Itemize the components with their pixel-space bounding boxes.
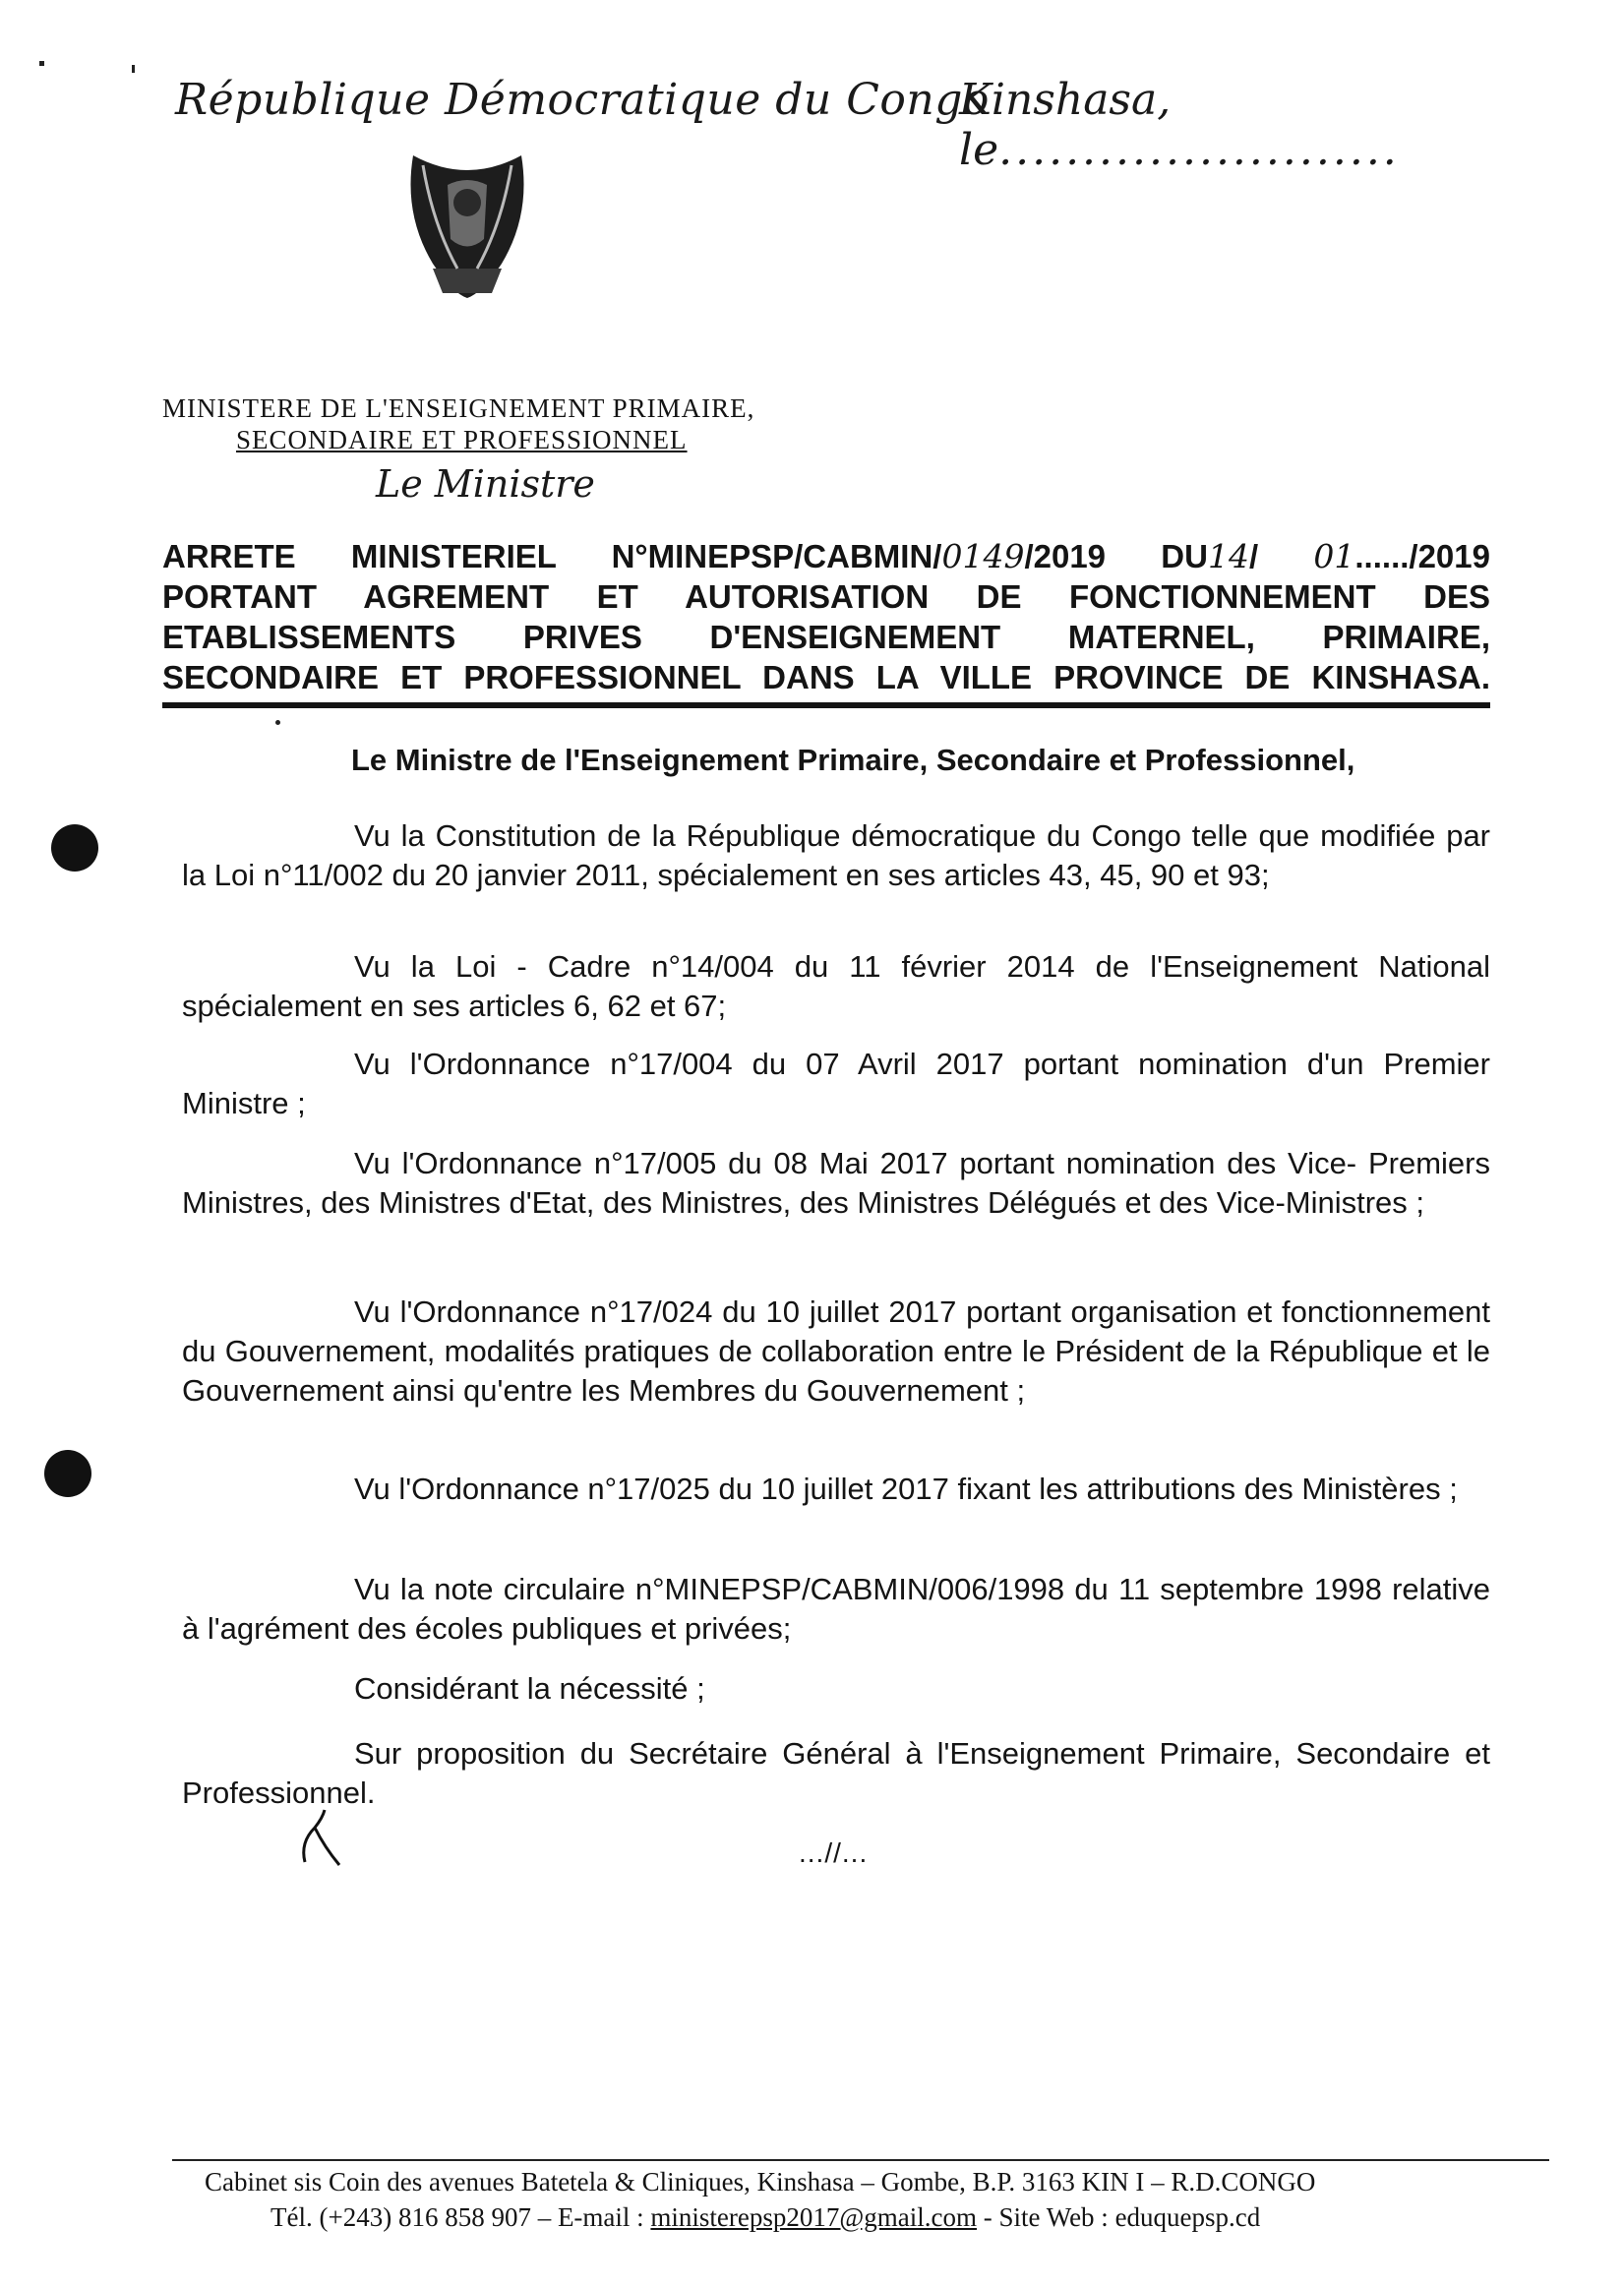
ministry-name-line1: MINISTERE DE L'ENSEIGNEMENT PRIMAIRE, xyxy=(162,393,755,423)
footer-address: Cabinet sis Coin des avenues Batetela & Cliniques, Kinshasa – Gombe, B.P. 3163 KIN I – R.D.CONGO xyxy=(205,2167,1316,2197)
scan-speck xyxy=(39,61,44,66)
paragraph-ordonnance-17-004: Vu l'Ordonnance n°17/004 du 07 Avril 2017 portant nomination d'un Premier Ministre ; xyxy=(182,1047,1490,1120)
footer-email-link[interactable]: ministerepsp2017@gmail.com xyxy=(650,2202,977,2232)
footer-contact xyxy=(271,2202,1260,2233)
paragraph-sur-proposition: Sur proposition du Secrétaire Général à l'Enseignement Primaire, Secondaire et Professionnel. xyxy=(182,1736,1490,1810)
intro-line: Le Ministre de l'Enseignement Primaire, Secondaire et Professionnel, xyxy=(351,743,1355,777)
arrete-title-line4: SECONDAIRE ET PROFESSIONNEL DANS LA VILLE PROVINCE DE KINSHASA. xyxy=(162,659,1490,695)
paragraph-constitution: Vu la Constitution de la République démocratique du Congo telle que modifiée par la Loi n°11/002 du 20 janvier 2011, spécialement en ses articles 43, 45, 90 et 93; xyxy=(182,818,1491,892)
arrete-reference-line: ARRETE MINISTERIEL N°MINEPSP/CABMIN/0149/2019 DU14/ 01....../2019 xyxy=(162,537,1490,575)
arrete-title-line3: ETABLISSEMENTS PRIVES D'ENSEIGNEMENT MATERNEL, PRIMAIRE, xyxy=(162,619,1490,655)
arrete-title-line2: PORTANT AGREMENT ET AUTORISATION DE FONCTIONNEMENT DES xyxy=(162,578,1490,615)
arrete-du-label: DU xyxy=(1161,538,1208,574)
arrete-month-handwritten: 01 xyxy=(1313,537,1355,575)
letterhead-country: République Démocratique du Congo xyxy=(175,75,990,125)
date-prefix: le xyxy=(959,125,999,175)
punch-hole xyxy=(44,1450,91,1497)
title-divider xyxy=(162,702,1490,708)
paragraph-considerant: Considérant la nécessité ; xyxy=(354,1671,705,1706)
coat-of-arms-emblem xyxy=(393,146,541,303)
arrete-number-handwritten: 0149 xyxy=(941,537,1025,575)
arrete-year: /2019 xyxy=(1024,538,1107,574)
paragraph-ordonnance-17-005: Vu l'Ordonnance n°17/005 du 08 Mai 2017 portant nomination des Vice- Premiers Ministres, des Ministres d'Etat, des Ministres, des Ministres Délégués et des Vice-Ministres ; xyxy=(182,1146,1490,1220)
punch-hole xyxy=(51,824,98,872)
paragraph-ordonnance-17-024: Vu l'Ordonnance n°17/024 du 10 juillet 2017 portant organisation et fonctionnement du Gouvernement, modalités pratiques de collaboration entre le Président de la République et le Gouvernement ainsi qu'entre les Membres du Gouvernement ; xyxy=(182,1294,1490,1408)
ministry-name-line2: SECONDAIRE ET PROFESSIONNEL xyxy=(236,425,688,454)
place-label: Kinshasa, xyxy=(959,75,1172,125)
paragraph-ordonnance-17-025: Vu l'Ordonnance n°17/025 du 10 juillet 2017 fixant les attributions des Ministères ; xyxy=(354,1472,1458,1506)
scan-speck xyxy=(132,65,135,73)
initials-signature xyxy=(295,1808,344,1867)
paragraph-loi-cadre: Vu la Loi - Cadre n°14/004 du 11 février 2014 de l'Enseignement National spécialement en ses articles 6, 62 et 67; xyxy=(182,949,1490,1023)
footer-divider xyxy=(172,2159,1549,2161)
arrete-label: ARRETE MINISTERIEL N°MINEPSP/CABMIN/ xyxy=(162,538,942,574)
page-continuation-mark: ...//... xyxy=(799,1837,869,1868)
arrete-title xyxy=(162,536,1490,697)
paragraph-note-circulaire: Vu la note circulaire n°MINEPSP/CABMIN/006/1998 du 11 septembre 1998 relative à l'agrément des écoles publiques et privées; xyxy=(182,1572,1490,1646)
minister-title: Le Ministre xyxy=(376,462,595,506)
scan-speck xyxy=(275,720,280,725)
date-blank: ........................ xyxy=(998,125,1400,175)
footer-website: - Site Web : eduquepsp.cd xyxy=(983,2202,1261,2232)
footer-tel: Tél. (+243) 816 858 907 – E-mail : xyxy=(271,2202,644,2232)
arrete-date-year: /2019 xyxy=(1409,538,1490,574)
arrete-day-handwritten: 14 xyxy=(1207,537,1249,575)
letterhead-place-date xyxy=(959,75,1624,175)
